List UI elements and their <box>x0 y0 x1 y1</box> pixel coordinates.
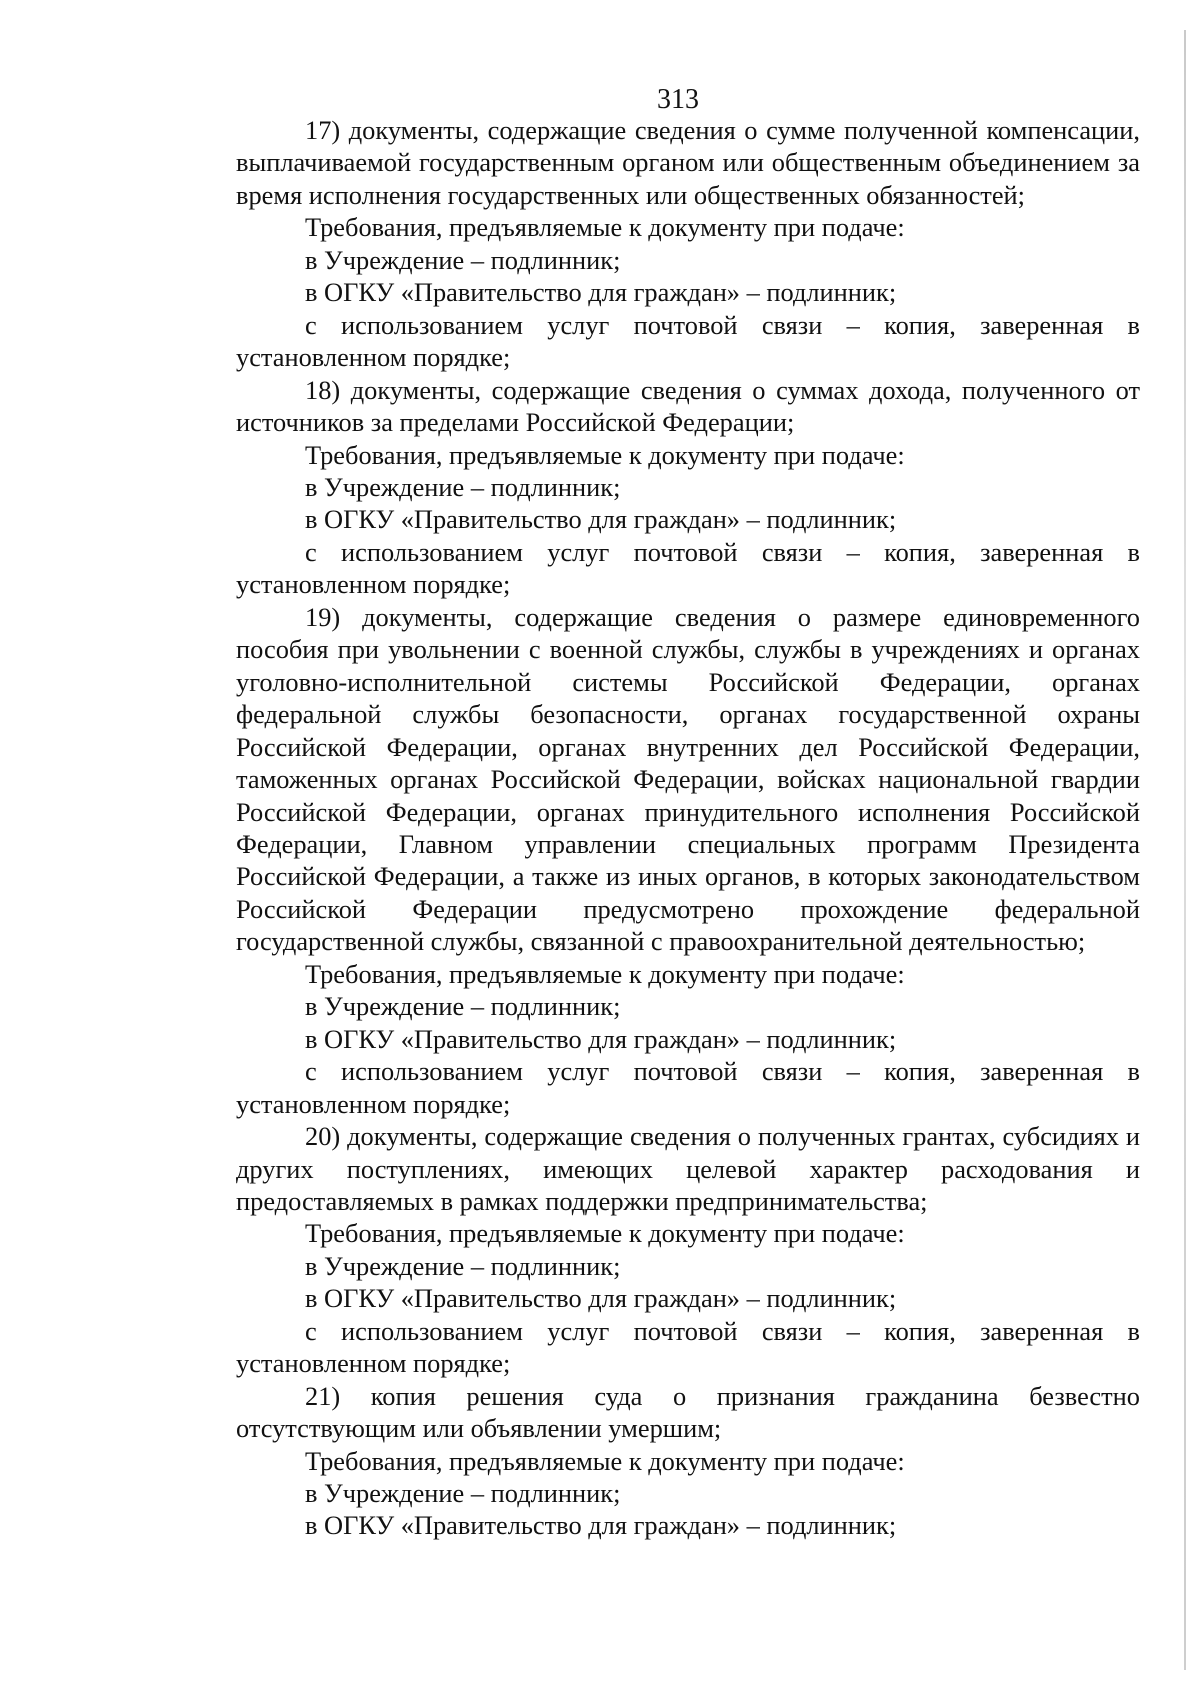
requirement-ogku: в ОГКУ «Правительство для граждан» – подлинник; <box>305 1023 897 1054</box>
paragraph-item-18: 18) документы, содержащие сведения о суммах дохода, полученного от источников за пределами Российской Федерации; <box>236 374 1140 438</box>
page-number: 313 <box>657 84 699 115</box>
requirement-ogku: в ОГКУ «Правительство для граждан» – подлинник; <box>305 504 897 535</box>
requirements-heading: Требования, предъявляемые к документу при подаче: <box>305 1218 905 1249</box>
requirement-institution: в Учреждение – подлинник; <box>305 991 621 1022</box>
paragraph-item-21: 21) копия решения суда о признания гражданина безвестно отсутствующим или объявлении умершим; <box>236 1380 1140 1444</box>
requirement-institution: в Учреждение – подлинник; <box>305 471 621 502</box>
paragraph-item-20: 20) документы, содержащие сведения о полученных грантах, субсидиях и других поступлениях, имеющих целевой характер расходования и предоставляемых в рамках поддержки предпринимательства; <box>236 1121 1140 1216</box>
document-body <box>236 114 1140 1542</box>
requirement-postal: с использованием услуг почтовой связи – копия, заверенная в установленном порядке; <box>236 1056 1140 1119</box>
requirement-institution: в Учреждение – подлинник; <box>305 1478 621 1509</box>
requirement-postal: с использованием услуг почтовой связи – копия, заверенная в установленном порядке; <box>236 1315 1140 1379</box>
requirement-institution: в Учреждение – подлинник; <box>305 1250 621 1281</box>
paragraph-item-17: 17) документы, содержащие сведения о сумме полученной компенсации, выплачиваемой государственным органом или общественным объединением за время исполнения государственных или общественных обязанностей; <box>236 115 1140 210</box>
requirements-heading: Требования, предъявляемые к документу при подаче: <box>305 1445 905 1476</box>
requirement-postal: с использованием услуг почтовой связи – копия, заверенная в установленном порядке; <box>236 309 1140 373</box>
paragraph-item-19: 19) документы, содержащие сведения о размере единовременного пособия при увольнении с военной службы, службы в учреждениях и органах уголовно-исполнительной системы Российской Федерации, органах федеральной службы безопасности, органах государственной охраны Российской Федерации, органах внутренних дел Российской Федерации, таможенных органах Российской Федерации, войсках национальной гвардии Российской Федерации, органах принудительного исполнения Российской Федерации, Главном управлении специальных программ Президента Российской Федерации, а также из иных органов, в которых законодательством Российской Федерации предусмотрено прохождение федеральной государственной службы, связанной с правоохранительной деятельностью; <box>236 601 1140 957</box>
requirements-heading: Требования, предъявляемые к документу при подаче: <box>305 439 905 470</box>
requirement-institution: в Учреждение – подлинник; <box>305 244 621 275</box>
requirement-ogku: в ОГКУ «Правительство для граждан» – подлинник; <box>305 277 897 308</box>
requirements-heading: Требования, предъявляемые к документу при подаче: <box>305 958 905 989</box>
requirement-postal: с использованием услуг почтовой связи – копия, заверенная в установленном порядке; <box>236 536 1140 600</box>
requirements-heading: Требования, предъявляемые к документу при подаче: <box>305 212 905 243</box>
requirement-ogku: в ОГКУ «Правительство для граждан» – подлинник; <box>305 1510 897 1541</box>
scan-edge-line <box>1184 30 1186 1670</box>
requirement-ogku: в ОГКУ «Правительство для граждан» – подлинник; <box>305 1283 897 1314</box>
